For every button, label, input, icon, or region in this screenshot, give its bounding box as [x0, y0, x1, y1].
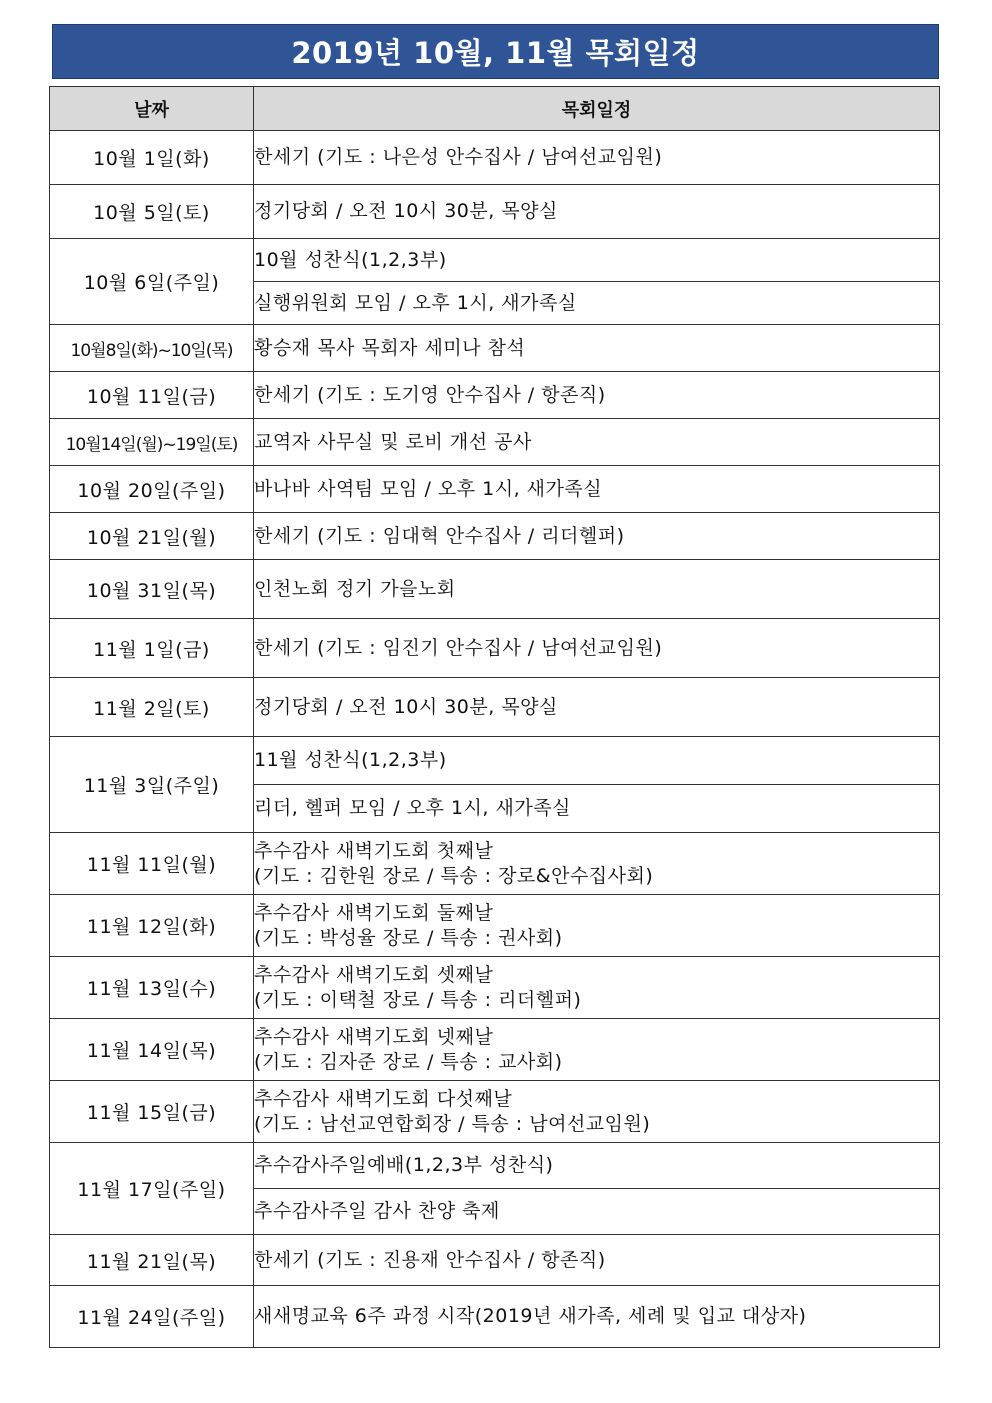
event-cell: [254, 833, 940, 895]
event-cell: 한세기 (기도 : 진용재 안수집사 / 항존직): [254, 1235, 940, 1286]
date-cell: 10월 21일(월): [50, 513, 254, 560]
table-row: [50, 895, 940, 957]
event-line: 추수감사 새벽기도회 셋째날: [254, 963, 494, 986]
table-row: [50, 513, 940, 560]
table-row: [50, 678, 940, 737]
event-cell: [254, 1019, 940, 1081]
table-row: [50, 1235, 940, 1286]
date-cell: 10월 6일(주일): [50, 239, 254, 325]
event-cell: 실행위원회 모임 / 오후 1시, 새가족실: [254, 282, 940, 325]
event-cell: 한세기 (기도 : 도기영 안수집사 / 항존직): [254, 372, 940, 419]
event-line: (기도 : 김한원 장로 / 특송 : 장로&안수집사회): [254, 864, 654, 887]
date-cell: 11월 14일(목): [50, 1019, 254, 1081]
date-cell: 10월 31일(목): [50, 560, 254, 619]
date-cell: 11월 15일(금): [50, 1081, 254, 1143]
event-cell: 한세기 (기도 : 나은성 안수집사 / 남여선교임원): [254, 131, 940, 185]
date-cell: 10월 11일(금): [50, 372, 254, 419]
event-cell: 황승재 목사 목회자 세미나 참석: [254, 325, 940, 372]
date-cell: 11월 11일(월): [50, 833, 254, 895]
event-line: (기도 : 이택철 장로 / 특송 : 리더헬퍼): [254, 988, 582, 1011]
table-row: [50, 1019, 940, 1081]
event-cell: 10월 성찬식(1,2,3부): [254, 239, 940, 282]
table-row: [50, 1143, 940, 1189]
date-cell: 11월 3일(주일): [50, 737, 254, 833]
event-cell: 바나바 사역팀 모임 / 오후 1시, 새가족실: [254, 466, 940, 513]
date-cell: 10월 20일(주일): [50, 466, 254, 513]
date-cell: 10월14일(월)~19일(토): [50, 419, 254, 466]
event-line: (기도 : 김자준 장로 / 특송 : 교사회): [254, 1050, 563, 1073]
date-column-header: 날짜: [50, 87, 254, 131]
event-line: 추수감사 새벽기도회 둘째날: [254, 901, 494, 924]
date-cell: 11월 13일(수): [50, 957, 254, 1019]
date-cell: 10월 5일(토): [50, 185, 254, 239]
event-cell: 추수감사주일 감사 찬양 축제: [254, 1189, 940, 1235]
event-line: (기도 : 남선교연합회장 / 특송 : 남여선교임원): [254, 1112, 651, 1135]
table-row: [50, 957, 940, 1019]
date-cell: 11월 24일(주일): [50, 1286, 254, 1348]
table-header-row: [50, 87, 940, 131]
date-cell: 11월 2일(토): [50, 678, 254, 737]
event-cell: 리더, 헬퍼 모임 / 오후 1시, 새가족실: [254, 785, 940, 833]
date-cell: 10월 1일(화): [50, 131, 254, 185]
schedule-table: [49, 86, 940, 1348]
table-row: [50, 325, 940, 372]
table-row: [50, 619, 940, 678]
date-cell: 11월 1일(금): [50, 619, 254, 678]
event-cell: 인천노회 정기 가을노회: [254, 560, 940, 619]
event-line: 추수감사 새벽기도회 다섯째날: [254, 1087, 513, 1110]
page-title: 2019년 10월, 11월 목회일정: [52, 24, 939, 79]
date-cell: 11월 21일(목): [50, 1235, 254, 1286]
event-cell: [254, 895, 940, 957]
table-row: [50, 833, 940, 895]
table-row: [50, 560, 940, 619]
table-row: [50, 372, 940, 419]
table-row: [50, 185, 940, 239]
table-row: [50, 1286, 940, 1348]
event-line: 추수감사 새벽기도회 넷째날: [254, 1025, 494, 1048]
event-cell: 한세기 (기도 : 임대혁 안수집사 / 리더헬퍼): [254, 513, 940, 560]
event-line: (기도 : 박성율 장로 / 특송 : 권사회): [254, 926, 563, 949]
event-cell: [254, 1081, 940, 1143]
table-row: [50, 1081, 940, 1143]
table-row: [50, 466, 940, 513]
event-cell: 11월 성찬식(1,2,3부): [254, 737, 940, 785]
event-cell: 교역자 사무실 및 로비 개선 공사: [254, 419, 940, 466]
event-cell: 한세기 (기도 : 임진기 안수집사 / 남여선교임원): [254, 619, 940, 678]
event-cell: 정기당회 / 오전 10시 30분, 목양실: [254, 185, 940, 239]
table-row: [50, 419, 940, 466]
date-cell: 11월 12일(화): [50, 895, 254, 957]
table-row: [50, 239, 940, 282]
schedule-column-header: 목회일정: [254, 87, 940, 131]
date-cell: 11월 17일(주일): [50, 1143, 254, 1235]
event-cell: 새새명교육 6주 과정 시작(2019년 새가족, 세례 및 입교 대상자): [254, 1286, 940, 1348]
event-cell: [254, 957, 940, 1019]
event-line: 추수감사 새벽기도회 첫째날: [254, 839, 494, 862]
date-cell: 10월8일(화)~10일(목): [50, 325, 254, 372]
event-cell: 추수감사주일예배(1,2,3부 성찬식): [254, 1143, 940, 1189]
table-row: [50, 737, 940, 785]
event-cell: 정기당회 / 오전 10시 30분, 목양실: [254, 678, 940, 737]
table-row: [50, 131, 940, 185]
